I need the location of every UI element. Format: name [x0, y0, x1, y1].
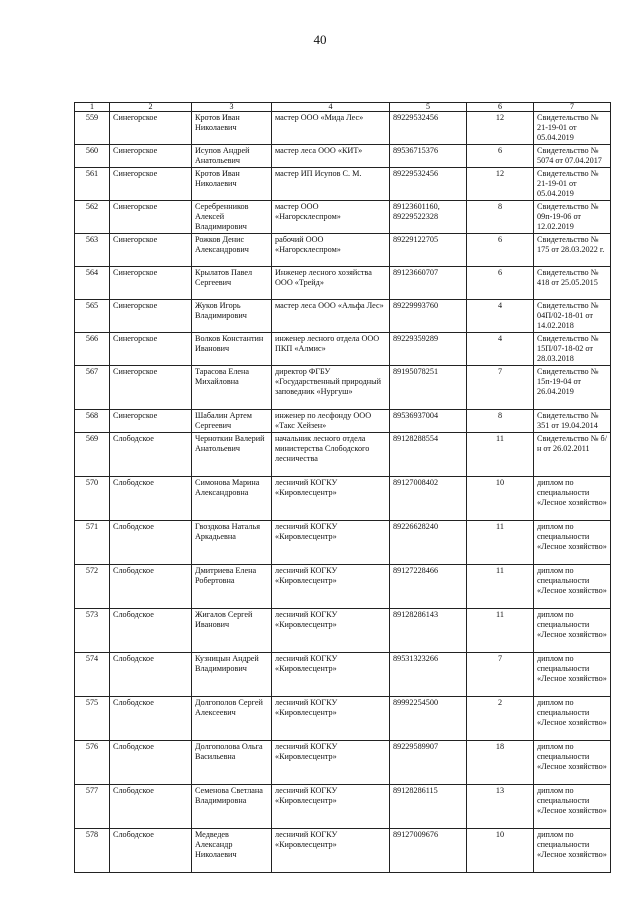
document-cell: Свидетельство № 21-19-01 от 05.04.2019 — [534, 112, 611, 145]
experience-cell: 11 — [467, 521, 534, 565]
experience-cell: 11 — [467, 433, 534, 477]
document-cell: Свидетельство № 15п-19-04 от 26.04.2019 — [534, 366, 611, 410]
experience-cell: 18 — [467, 741, 534, 785]
document-cell: Свидетельство № б/н от 26.02.2011 — [534, 433, 611, 477]
person-name-cell: Крылатов Павел Сергеевич — [192, 267, 272, 300]
header-cell: 4 — [272, 103, 390, 112]
document-cell: диплом по специальности «Лесное хозяйство» — [534, 609, 611, 653]
row-number: 570 — [75, 477, 110, 521]
row-number: 576 — [75, 741, 110, 785]
row-number: 567 — [75, 366, 110, 410]
person-name-cell: Дмитриева Елена Робертовна — [192, 565, 272, 609]
experience-cell: 4 — [467, 300, 534, 333]
document-cell: Свидетельство № 15П/07-18-02 от 28.03.2018 — [534, 333, 611, 366]
district-cell: Синегорское — [110, 267, 192, 300]
position-cell: мастер ИП Исупов С. М. — [272, 168, 390, 201]
experience-cell: 13 — [467, 785, 534, 829]
document-cell: диплом по специальности «Лесное хозяйство» — [534, 785, 611, 829]
person-name-cell: Медведев Александр Николаевич — [192, 829, 272, 873]
district-cell: Синегорское — [110, 168, 192, 201]
district-cell: Слободское — [110, 785, 192, 829]
district-cell: Синегорское — [110, 366, 192, 410]
experience-cell: 2 — [467, 697, 534, 741]
person-name-cell: Семенова Светлана Владимировна — [192, 785, 272, 829]
phone-cell: 89127228466 — [390, 565, 467, 609]
district-cell: Слободское — [110, 477, 192, 521]
position-cell: лесничий КОГКУ «Кировлесцентр» — [272, 565, 390, 609]
phone-cell: 89226628240 — [390, 521, 467, 565]
person-name-cell: Черноткин Валерий Анатольевич — [192, 433, 272, 477]
row-number: 561 — [75, 168, 110, 201]
row-number: 560 — [75, 145, 110, 168]
district-cell: Слободское — [110, 653, 192, 697]
position-cell: рабочий ООО «Нагорсклеспром» — [272, 234, 390, 267]
header-cell: 7 — [534, 103, 611, 112]
document-cell: Свидетельство № 04П/02-18-01 от 14.02.2018 — [534, 300, 611, 333]
phone-cell: 89123660707 — [390, 267, 467, 300]
table-row — [75, 609, 611, 653]
person-name-cell: Тарасова Елена Михайловна — [192, 366, 272, 410]
person-name-cell: Кузницын Андрей Владимирович — [192, 653, 272, 697]
position-cell: лесничий КОГКУ «Кировлесцентр» — [272, 741, 390, 785]
table-row — [75, 300, 611, 333]
district-cell: Синегорское — [110, 145, 192, 168]
row-number: 566 — [75, 333, 110, 366]
experience-cell: 6 — [467, 145, 534, 168]
phone-cell: 89229359289 — [390, 333, 467, 366]
position-cell: начальник лесного отдела министерства Слободского лесничества — [272, 433, 390, 477]
person-name-cell: Волков Константин Иванович — [192, 333, 272, 366]
district-cell: Слободское — [110, 521, 192, 565]
document-cell: Свидетельство № 5074 от 07.04.2017 — [534, 145, 611, 168]
row-number: 565 — [75, 300, 110, 333]
row-number: 564 — [75, 267, 110, 300]
table-row — [75, 234, 611, 267]
district-cell: Слободское — [110, 741, 192, 785]
document-cell: диплом по специальности «Лесное хозяйство» — [534, 521, 611, 565]
phone-cell: 89531323266 — [390, 653, 467, 697]
experience-cell: 7 — [467, 653, 534, 697]
header-cell: 5 — [390, 103, 467, 112]
position-cell: мастер леса ООО «КИТ» — [272, 145, 390, 168]
row-number: 578 — [75, 829, 110, 873]
phone-cell: 89127009676 — [390, 829, 467, 873]
experience-cell: 8 — [467, 410, 534, 433]
row-number: 577 — [75, 785, 110, 829]
document-cell: Свидетельство № 21-19-01 от 05.04.2019 — [534, 168, 611, 201]
experience-cell: 6 — [467, 234, 534, 267]
district-cell: Слободское — [110, 697, 192, 741]
experience-cell: 7 — [467, 366, 534, 410]
table-row — [75, 433, 611, 477]
person-name-cell: Долгополова Ольга Васильевна — [192, 741, 272, 785]
person-name-cell: Жигалов Сергей Иванович — [192, 609, 272, 653]
table-row — [75, 785, 611, 829]
row-number: 573 — [75, 609, 110, 653]
phone-cell: 89229532456 — [390, 112, 467, 145]
experience-cell: 12 — [467, 168, 534, 201]
document-cell: Свидетельство № 175 от 28.03.2022 г. — [534, 234, 611, 267]
person-name-cell: Гвоздкова Наталья Аркадьевна — [192, 521, 272, 565]
table-row — [75, 477, 611, 521]
phone-cell: 89992254500 — [390, 697, 467, 741]
experience-cell: 11 — [467, 609, 534, 653]
person-name-cell: Рожков Денис Александрович — [192, 234, 272, 267]
table-row — [75, 565, 611, 609]
document-cell: диплом по специальности «Лесное хозяйство» — [534, 697, 611, 741]
person-name-cell: Кротов Иван Николаевич — [192, 168, 272, 201]
position-cell: мастер ООО «Мида Лес» — [272, 112, 390, 145]
experience-cell: 10 — [467, 829, 534, 873]
district-cell: Слободское — [110, 433, 192, 477]
experience-cell: 8 — [467, 201, 534, 234]
district-cell: Синегорское — [110, 300, 192, 333]
district-cell: Синегорское — [110, 333, 192, 366]
row-number: 568 — [75, 410, 110, 433]
row-number: 559 — [75, 112, 110, 145]
row-number: 575 — [75, 697, 110, 741]
position-cell: инженер лесного отдела ООО ПКП «Алмис» — [272, 333, 390, 366]
district-cell: Синегорское — [110, 201, 192, 234]
person-name-cell: Симонова Марина Александровна — [192, 477, 272, 521]
phone-cell: 89229532456 — [390, 168, 467, 201]
table-row — [75, 145, 611, 168]
table-body — [75, 112, 611, 873]
table-row — [75, 333, 611, 366]
phone-cell: 89128286143 — [390, 609, 467, 653]
page-number: 40 — [313, 32, 327, 47]
header-cell: 2 — [110, 103, 192, 112]
row-number: 574 — [75, 653, 110, 697]
document-cell: Свидетельство № 418 от 25.05.2015 — [534, 267, 611, 300]
experience-cell: 6 — [467, 267, 534, 300]
document-cell: диплом по специальности «Лесное хозяйство» — [534, 653, 611, 697]
phone-cell: 89536937004 — [390, 410, 467, 433]
table-header — [75, 103, 611, 112]
document-cell: диплом по специальности «Лесное хозяйство» — [534, 565, 611, 609]
position-cell: Инженер лесного хозяйства ООО «Трейд» — [272, 267, 390, 300]
document-cell: диплом по специальности «Лесное хозяйство» — [534, 741, 611, 785]
document-cell: Свидетельство № 09п-19-06 от 12.02.2019 — [534, 201, 611, 234]
experience-cell: 12 — [467, 112, 534, 145]
experience-cell: 11 — [467, 565, 534, 609]
table-row — [75, 112, 611, 145]
phone-cell: 89229993760 — [390, 300, 467, 333]
header-cell: 6 — [467, 103, 534, 112]
person-name-cell: Серебренников Алексей Владимирович — [192, 201, 272, 234]
position-cell: мастер леса ООО «Альфа Лес» — [272, 300, 390, 333]
registry-table — [74, 102, 611, 873]
position-cell: инженер по лесфонду ООО «Такс Хейзен» — [272, 410, 390, 433]
person-name-cell: Шабалин Артем Сергеевич — [192, 410, 272, 433]
position-cell: лесничий КОГКУ «Кировлесцентр» — [272, 785, 390, 829]
document-cell: Свидетельство № 351 от 19.04.2014 — [534, 410, 611, 433]
position-cell: лесничий КОГКУ «Кировлесцентр» — [272, 653, 390, 697]
table-row — [75, 267, 611, 300]
table-row — [75, 168, 611, 201]
position-cell: лесничий КОГКУ «Кировлесцентр» — [272, 477, 390, 521]
header-row — [75, 103, 611, 112]
position-cell: лесничий КОГКУ «Кировлесцентр» — [272, 829, 390, 873]
person-name-cell: Жуков Игорь Владимирович — [192, 300, 272, 333]
document-cell: диплом по специальности «Лесное хозяйство» — [534, 477, 611, 521]
person-name-cell: Исупов Андрей Анатольевич — [192, 145, 272, 168]
phone-cell: 89128288554 — [390, 433, 467, 477]
position-cell: лесничий КОГКУ «Кировлесцентр» — [272, 609, 390, 653]
phone-cell: 89127008402 — [390, 477, 467, 521]
header-cell: 3 — [192, 103, 272, 112]
district-cell: Синегорское — [110, 234, 192, 267]
position-cell: лесничий КОГКУ «Кировлесцентр» — [272, 521, 390, 565]
row-number: 562 — [75, 201, 110, 234]
district-cell: Слободское — [110, 565, 192, 609]
position-cell: мастер ООО «Нагорсклеспром» — [272, 201, 390, 234]
experience-cell: 10 — [467, 477, 534, 521]
phone-cell: 89123601160, 89229522328 — [390, 201, 467, 234]
person-name-cell: Кротов Иван Николаевич — [192, 112, 272, 145]
phone-cell: 89195078251 — [390, 366, 467, 410]
row-number: 571 — [75, 521, 110, 565]
phone-cell: 89229122705 — [390, 234, 467, 267]
district-cell: Синегорское — [110, 112, 192, 145]
table-row — [75, 366, 611, 410]
position-cell: директор ФГБУ «Государственный природный заповедник «Нургуш» — [272, 366, 390, 410]
table-row — [75, 201, 611, 234]
phone-cell: 89229589907 — [390, 741, 467, 785]
table-row — [75, 829, 611, 873]
row-number: 572 — [75, 565, 110, 609]
table-row — [75, 697, 611, 741]
district-cell: Слободское — [110, 609, 192, 653]
phone-cell: 89128286115 — [390, 785, 467, 829]
table-row — [75, 410, 611, 433]
table-row — [75, 521, 611, 565]
position-cell: лесничий КОГКУ «Кировлесцентр» — [272, 697, 390, 741]
district-cell: Синегорское — [110, 410, 192, 433]
experience-cell: 4 — [467, 333, 534, 366]
phone-cell: 89536715376 — [390, 145, 467, 168]
table-row — [75, 741, 611, 785]
person-name-cell: Долгополов Сергей Алексеевич — [192, 697, 272, 741]
table-row — [75, 653, 611, 697]
header-cell: 1 — [75, 103, 110, 112]
row-number: 563 — [75, 234, 110, 267]
row-number: 569 — [75, 433, 110, 477]
district-cell: Слободское — [110, 829, 192, 873]
document-cell: диплом по специальности «Лесное хозяйство» — [534, 829, 611, 873]
